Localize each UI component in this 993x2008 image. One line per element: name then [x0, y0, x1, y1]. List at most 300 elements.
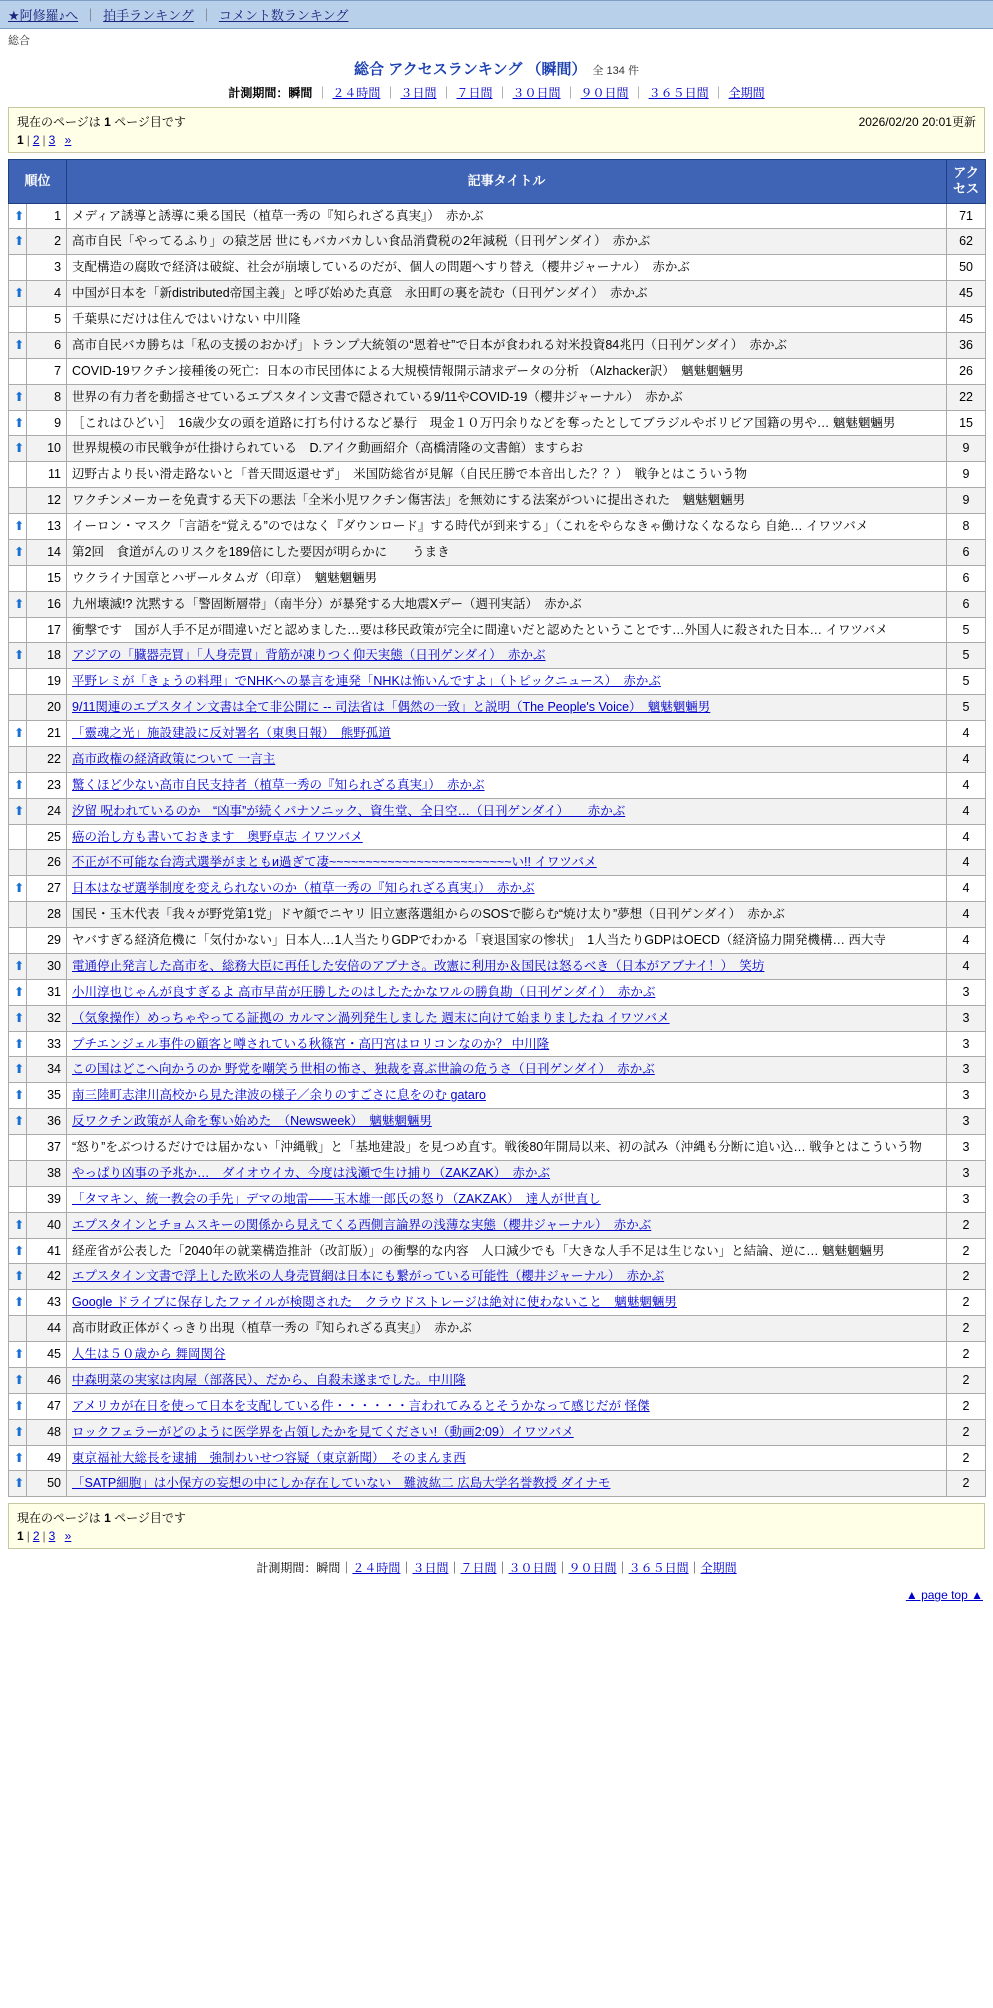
rank-number: 26 — [27, 850, 67, 876]
article-title-cell[interactable] — [67, 1057, 947, 1083]
table-row — [9, 1186, 986, 1212]
nav-separator-2: ｜ — [199, 8, 213, 23]
access-count: 5 — [947, 643, 986, 669]
access-count: 2 — [947, 1212, 986, 1238]
rank-up-icon: ⬆ — [9, 591, 27, 617]
pagination-page-3[interactable]: 3 — [48, 133, 56, 147]
page-top-container — [0, 1582, 993, 1614]
rank-flat-indicator — [9, 1160, 27, 1186]
pagination-sep-2: | — [42, 133, 46, 147]
access-count: 4 — [947, 746, 986, 772]
table-row — [9, 902, 986, 928]
article-title-cell[interactable] — [67, 1471, 947, 1497]
table-row — [9, 436, 986, 462]
rank-number: 23 — [27, 772, 67, 798]
rank-flat-indicator — [9, 565, 27, 591]
access-count: 4 — [947, 721, 986, 747]
rank-up-icon: ⬆ — [9, 436, 27, 462]
table-row — [9, 255, 986, 281]
access-count: 15 — [947, 410, 986, 436]
rank-number: 14 — [27, 539, 67, 565]
rank-up-icon: ⬆ — [9, 1419, 27, 1445]
footer-period-current: 瞬間 — [316, 1561, 341, 1576]
article-title-link[interactable]: 中森明菜の実家は肉屋（部落民）、だから、自殺未遂までした。中川隆 — [72, 1372, 466, 1387]
article-title-link[interactable]: 平野レミが「きょうの料理」でNHKへの暴言を連発「NHKは怖いんですよ」（トピックニュース） 赤かぶ — [72, 674, 661, 689]
access-count: 2 — [947, 1393, 986, 1419]
rank-up-icon: ⬆ — [9, 1264, 27, 1290]
rank-up-icon: ⬆ — [9, 643, 27, 669]
rank-flat-indicator — [9, 358, 27, 384]
article-title-cell[interactable] — [67, 772, 947, 798]
rank-flat-indicator — [9, 462, 27, 488]
footer-period-option-all[interactable]: 全期間 — [700, 1561, 737, 1576]
article-title-cell[interactable] — [67, 203, 947, 229]
rank-flat-indicator — [9, 307, 27, 333]
article-title-link[interactable]: プチエンジェル事件の顧客と噂されている秋篠宮・高円宮はロリコンなのか？ 中川隆 — [72, 1036, 550, 1051]
access-count: 2 — [947, 1445, 986, 1471]
article-title-cell[interactable] — [67, 436, 947, 462]
table-row — [9, 591, 986, 617]
article-title-link[interactable]: ロックフェラーがどのように医学界を占領したかを見てください!（動画2:09）イワツバメ — [72, 1424, 574, 1439]
period-option-3d[interactable]: ３日間 — [400, 86, 437, 100]
rank-number: 17 — [27, 617, 67, 643]
table-row — [9, 643, 986, 669]
access-count: 3 — [947, 1186, 986, 1212]
period-option-365d[interactable]: ３６５日間 — [648, 86, 709, 100]
pagination-top — [17, 133, 976, 147]
column-header-title: 記事タイトル — [67, 160, 947, 204]
rank-number: 18 — [27, 643, 67, 669]
rank-flat-indicator — [9, 928, 27, 954]
article-title-cell[interactable] — [67, 255, 947, 281]
article-title-cell[interactable] — [67, 1238, 947, 1264]
footer-period-option-7d[interactable]: ７日間 — [460, 1561, 497, 1576]
footer-page-notice-prefix: 現在のページは — [17, 1511, 101, 1526]
page-top-link[interactable]: ▲ page top ▲ — [905, 1588, 983, 1603]
table-row — [9, 565, 986, 591]
rank-number: 49 — [27, 1445, 67, 1471]
article-title-cell[interactable] — [67, 384, 947, 410]
rank-up-icon: ⬆ — [9, 1290, 27, 1316]
footer-pagination-page-2[interactable]: 2 — [32, 1529, 40, 1544]
rank-number: 16 — [27, 591, 67, 617]
rank-number: 27 — [27, 876, 67, 902]
access-count: 3 — [947, 1057, 986, 1083]
table-row — [9, 1367, 986, 1393]
article-title-cell[interactable] — [67, 798, 947, 824]
ranking-table — [8, 159, 986, 1497]
home-link[interactable]: ★阿修羅♪へ — [8, 8, 79, 23]
article-title-link[interactable]: やっぱり凶事の予兆か… ダイオウイカ、今度は浅瀬で生け捕り（ZAKZAK） 赤かぶ — [72, 1165, 551, 1180]
rank-up-icon: ⬆ — [9, 1445, 27, 1471]
access-count: 6 — [947, 591, 986, 617]
rank-up-icon: ⬆ — [9, 798, 27, 824]
table-row — [9, 721, 986, 747]
period-sep-4: ｜ — [496, 86, 509, 100]
footer-period-option-90d[interactable]: ９０日間 — [568, 1561, 617, 1576]
period-option-7d[interactable]: ７日間 — [456, 86, 493, 100]
footer-period-sep-1: ｜ — [340, 1561, 353, 1576]
rank-number: 50 — [27, 1471, 67, 1497]
table-row — [9, 1316, 986, 1342]
article-title-link[interactable]: 南三陸町志津川高校から見た津波の様子／余りのすごさに息をのむ gataro — [72, 1088, 486, 1103]
rank-up-icon: ⬆ — [9, 953, 27, 979]
access-count: 4 — [947, 928, 986, 954]
article-title-text: ワクチンメーカーを免責する天下の悪法「全米小児ワクチン傷害法」を無効にする法案がついに提出された 魑魅魍魎男 — [72, 493, 746, 508]
article-title-cell[interactable] — [67, 591, 947, 617]
rank-up-icon: ⬆ — [9, 1393, 27, 1419]
table-row — [9, 539, 986, 565]
article-title-text: COVID-19ワクチン接種後の死亡：日本の市民団体による大規模情報開示請求データの分析 （Alzhacker訳） 魑魅魍魎男 — [72, 363, 744, 378]
rank-up-icon: ⬆ — [9, 229, 27, 255]
rank-number: 41 — [27, 1238, 67, 1264]
article-title-cell[interactable] — [67, 1135, 947, 1161]
article-title-cell[interactable] — [67, 488, 947, 514]
access-count: 3 — [947, 979, 986, 1005]
article-title-link[interactable]: 小川淳也じゃんが良すぎるよ 高市早苗が圧勝したのはしたたかなワルの勝負勘（日刊ゲンダイ） 赤かぶ — [72, 984, 656, 999]
article-title-cell[interactable] — [67, 1264, 947, 1290]
rank-number: 25 — [27, 824, 67, 850]
rank-up-icon: ⬆ — [9, 1342, 27, 1368]
table-row — [9, 384, 986, 410]
rank-flat-indicator — [9, 669, 27, 695]
rank-flat-indicator — [9, 1186, 27, 1212]
rank-flat-indicator — [9, 1316, 27, 1342]
access-count: 4 — [947, 824, 986, 850]
footer-page-notice-suffix: ページ目です — [114, 1511, 186, 1526]
access-count: 9 — [947, 488, 986, 514]
access-count: 5 — [947, 617, 986, 643]
article-title-cell[interactable] — [67, 358, 947, 384]
article-title-text: 支配構造の腐敗で経済は破綻、社会が崩壊しているのだが、個人の問題へすり替え（櫻井ジャーナル） 赤かぶ — [72, 260, 690, 275]
rank-number: 36 — [27, 1109, 67, 1135]
article-title-cell[interactable] — [67, 902, 947, 928]
article-title-text: 世界の有力者を動揺させているエプスタイン文書で隠されている9/11やCOVID-19（櫻井ジャーナル） 赤かぶ — [72, 389, 683, 404]
rank-number: 45 — [27, 1342, 67, 1368]
article-title-cell[interactable] — [67, 876, 947, 902]
rank-up-icon: ⬆ — [9, 1367, 27, 1393]
footer-pagination-page-3[interactable]: 3 — [48, 1529, 56, 1544]
rank-up-icon: ⬆ — [9, 1057, 27, 1083]
article-title-link[interactable]: エプスタインとチョムスキーの関係から見えてくる西側言論界の浅薄な実態（櫻井ジャーナル） 赤かぶ — [72, 1217, 652, 1232]
rank-flat-indicator — [9, 824, 27, 850]
rank-up-icon: ⬆ — [9, 384, 27, 410]
rank-up-icon: ⬆ — [9, 410, 27, 436]
article-title-cell[interactable] — [67, 1290, 947, 1316]
access-count: 3 — [947, 1031, 986, 1057]
article-title-link[interactable]: 「靈魂之光」施設建設に反対署名（東奥日報） 熊野孤道 — [72, 726, 391, 740]
table-row — [9, 669, 986, 695]
rank-number: 39 — [27, 1186, 67, 1212]
article-title-cell[interactable] — [67, 332, 947, 358]
period-option-90d[interactable]: ９０日間 — [580, 86, 629, 100]
footer-pagination-page-1[interactable]: 1 — [17, 1529, 24, 1544]
rank-flat-indicator — [9, 488, 27, 514]
rank-number: 15 — [27, 565, 67, 591]
article-title-cell[interactable] — [67, 1160, 947, 1186]
rank-number: 12 — [27, 488, 67, 514]
article-title-text: 辺野古より長い滑走路ないと「普天間返還せず」 米国防総省が見解（自民圧勝で本音出した？？） 戦争とはこういう物 — [72, 467, 748, 482]
rank-number: 1 — [27, 203, 67, 229]
access-count: 2 — [947, 1419, 986, 1445]
article-title-cell[interactable] — [67, 1419, 947, 1445]
page-status-panel-bottom — [8, 1503, 985, 1549]
access-count: 5 — [947, 695, 986, 721]
footer-pagination-next[interactable]: » — [64, 1529, 72, 1544]
article-title-text: ヤバすぎる経済危機に「気付かない」日本人…1人当たりGDPでわかる「衰退国家の惨状」 1人当たりGDPはOECD（経済協力開発機構… 西大寺 — [72, 933, 886, 947]
article-title-cell[interactable] — [67, 514, 947, 540]
rank-number: 11 — [27, 462, 67, 488]
rank-number: 29 — [27, 928, 67, 954]
period-label: 計測期間： — [228, 86, 289, 100]
access-count: 3 — [947, 1083, 986, 1109]
access-count: 8 — [947, 514, 986, 540]
rank-up-icon: ⬆ — [9, 979, 27, 1005]
period-option-30d[interactable]: ３０日間 — [512, 86, 561, 100]
article-title-link[interactable]: 日本はなぜ選挙制度を変えられないのか（植草一秀の『知られざる真実』） 赤かぶ — [72, 881, 535, 896]
article-title-cell[interactable] — [67, 1005, 947, 1031]
rank-flat-indicator — [9, 695, 27, 721]
table-row — [9, 203, 986, 229]
rank-flat-indicator — [9, 902, 27, 928]
footer-period-option-24h[interactable]: ２４時間 — [352, 1561, 401, 1576]
article-title-cell[interactable] — [67, 565, 947, 591]
article-title-link[interactable]: この国はどこへ向かうのか 野党を嘲笑う世相の怖さ、独裁を喜ぶ世論の危うさ（日刊ゲンダイ） 赤かぶ — [72, 1062, 655, 1077]
rank-number: 19 — [27, 669, 67, 695]
rank-up-icon: ⬆ — [9, 1471, 27, 1497]
article-title-cell[interactable] — [67, 928, 947, 954]
comment-ranking-link[interactable]: コメント数ランキング — [218, 8, 349, 23]
rank-number: 13 — [27, 514, 67, 540]
period-option-24h[interactable]: ２４時間 — [332, 86, 381, 100]
period-sep-1: ｜ — [316, 86, 329, 100]
article-title-cell[interactable] — [67, 721, 947, 747]
item-count: 全 134 件 — [592, 65, 639, 77]
article-title-text: 高市財政正体がくっきり出現（植草一秀の『知られざる真実』） 赤かぶ — [72, 1321, 472, 1336]
table-row — [9, 358, 986, 384]
access-count: 36 — [947, 332, 986, 358]
rank-flat-indicator — [9, 850, 27, 876]
rank-up-icon: ⬆ — [9, 332, 27, 358]
footer-period-option-365d[interactable]: ３６５日間 — [628, 1561, 689, 1576]
article-title-cell[interactable] — [67, 229, 947, 255]
period-sep-2: ｜ — [384, 86, 397, 100]
article-title-link[interactable]: 人生は５０歳から 舞岡関谷 — [72, 1347, 226, 1361]
rank-number: 10 — [27, 436, 67, 462]
rank-number: 47 — [27, 1393, 67, 1419]
table-row — [9, 1083, 986, 1109]
table-row — [9, 850, 986, 876]
pagination-bottom — [17, 1529, 976, 1543]
article-title-cell[interactable] — [67, 410, 947, 436]
footer-period-option-30d[interactable]: ３０日間 — [508, 1561, 557, 1576]
article-title-link[interactable]: Google ドライブに保存したファイルが検閲された クラウドストレージは絶対に使わないこと 魑魅魍魎男 — [72, 1295, 677, 1310]
rank-number: 31 — [27, 979, 67, 1005]
article-title-cell[interactable] — [67, 953, 947, 979]
rank-flat-indicator — [9, 746, 27, 772]
article-title-cell[interactable] — [67, 1109, 947, 1135]
footer-period-sep-7: ｜ — [688, 1561, 701, 1576]
period-current: 瞬間 — [288, 86, 313, 100]
footer-pagination-sep-3 — [58, 1529, 61, 1543]
article-title-cell[interactable] — [67, 643, 947, 669]
footer-current-page-number: 1 — [104, 1511, 111, 1526]
article-title-link[interactable]: 汐留 呪われているのか “凶事”が続くパナソニック、資生堂、全日空…（日刊ゲンダイ） 赤かぶ — [72, 803, 626, 818]
pagination-page-2[interactable]: 2 — [32, 133, 40, 147]
article-title-link[interactable]: （気象操作）めっちゃやってる証拠の カルマン渦列発生しました 週末に向けて始まりましたね イワツバメ — [72, 1010, 670, 1025]
article-title-cell[interactable] — [67, 1212, 947, 1238]
article-title-cell[interactable] — [67, 850, 947, 876]
article-title-cell[interactable] — [67, 617, 947, 643]
rank-number: 34 — [27, 1057, 67, 1083]
article-title-cell[interactable] — [67, 1393, 947, 1419]
rank-up-icon: ⬆ — [9, 772, 27, 798]
article-title-cell[interactable] — [67, 1083, 947, 1109]
article-title-link[interactable]: 不正が不可能な台湾式選挙がまともи過ぎて凄~~~~~~~~~~~~~~~~~~~~~~~~~い!! イワツバメ — [72, 855, 597, 870]
access-count: 3 — [947, 1005, 986, 1031]
article-title-link[interactable]: アジアの「臓器売買」「人身売買」背筋が凍りつく仰天実態（日刊ゲンダイ） 赤かぶ — [72, 648, 546, 663]
article-title-cell[interactable] — [67, 281, 947, 307]
table-row — [9, 332, 986, 358]
access-count: 4 — [947, 772, 986, 798]
article-title-text: 経産省が公表した「2040年の就業構造推計（改訂版）」の衝撃的な内容 人口減少でも「大きな人手不足は生じない」と結論、逆に… 魑魅魍魎男 — [72, 1243, 885, 1258]
access-count: 71 — [947, 203, 986, 229]
article-title-text: “怒り”をぶつけるだけでは届かない「沖縄戦」と「基地建設」を見つめ直す。戦後80年開局以来、初の試み（沖縄も分断に追い込… 戦争とはこういう物 — [72, 1140, 922, 1154]
article-title-link[interactable]: エプスタイン文書で浮上した欧米の人身売買網は日本にも繋がっている可能性（櫻井ジャーナル） 赤かぶ — [72, 1269, 665, 1284]
article-title-cell[interactable] — [67, 462, 947, 488]
article-title-text: メディア誘導と誘導に乗る国民（植草一秀の『知られざる真実』） 赤かぶ — [72, 208, 484, 223]
table-row — [9, 1057, 986, 1083]
rank-number: 6 — [27, 332, 67, 358]
rank-number: 5 — [27, 307, 67, 333]
rank-number: 38 — [27, 1160, 67, 1186]
article-title-cell[interactable] — [67, 1316, 947, 1342]
article-title-link[interactable]: 「SATP細胞」は小保方の妄想の中にしか存在していない 難波紘二 広島大学名誉教授 ダイナモ — [72, 1476, 611, 1491]
rank-up-icon: ⬆ — [9, 281, 27, 307]
page-notice-suffix: ページ目です — [114, 115, 186, 129]
access-count: 6 — [947, 565, 986, 591]
rank-number: 33 — [27, 1031, 67, 1057]
pagination-page-1[interactable]: 1 — [17, 133, 24, 147]
article-title-cell[interactable] — [67, 539, 947, 565]
pagination-sep-1: | — [26, 133, 30, 147]
rank-number: 32 — [27, 1005, 67, 1031]
rank-up-icon: ⬆ — [9, 1109, 27, 1135]
article-title-cell[interactable] — [67, 695, 947, 721]
article-title-link[interactable]: 9/11関連のエプスタイン文書は全て非公開に -- 司法省は「偶然の一致」と説明（The People's Voice） 魑魅魍魎男 — [72, 700, 711, 715]
article-title-text: 中国が日本を「新distributed帝国主義」と呼び始めた真意 永田町の裏を読む（日刊ゲンダイ） 赤かぶ — [72, 286, 648, 301]
table-row — [9, 979, 986, 1005]
rank-number: 48 — [27, 1419, 67, 1445]
article-title-link[interactable]: 東京福祉大総長を逮捕 強制わいせつ容疑（東京新聞） そのまんま西 — [72, 1450, 466, 1465]
article-title-link[interactable]: 驚くほど少ない高市自民支持者（植草一秀の『知られざる真実』） 赤かぶ — [72, 777, 485, 792]
column-header-access: アクセス — [947, 160, 986, 204]
article-title-cell[interactable] — [67, 746, 947, 772]
article-title-link[interactable]: 高市政権の経済政策について 一言主 — [72, 751, 276, 766]
article-title-text: ウクライナ国章とハザールタムガ（印章） 魑魅魍魎男 — [72, 570, 378, 585]
table-row — [9, 410, 986, 436]
access-count: 45 — [947, 307, 986, 333]
rank-number: 22 — [27, 746, 67, 772]
article-title-cell[interactable] — [67, 824, 947, 850]
footer-period-sep-5: ｜ — [556, 1561, 569, 1576]
access-count: 4 — [947, 953, 986, 979]
period-sep-5: ｜ — [564, 86, 577, 100]
access-count: 3 — [947, 1135, 986, 1161]
access-count: 4 — [947, 902, 986, 928]
access-count: 2 — [947, 1316, 986, 1342]
table-row — [9, 1342, 986, 1368]
table-row — [9, 307, 986, 333]
article-title-cell[interactable] — [67, 1186, 947, 1212]
article-title-link[interactable]: 電通停止発言した高市を、総務大臣に再任した安倍のアブナさ。改憲に利用か＆国民は怒るべき（日本がアブナイ！） 笑坊 — [72, 958, 765, 973]
rank-number: 28 — [27, 902, 67, 928]
article-title-cell[interactable] — [67, 307, 947, 333]
article-title-text: 世界規模の市民戦争が仕掛けられている D.アイク動画紹介（高橋清隆の文書館）ますらお — [72, 441, 584, 456]
table-row — [9, 798, 986, 824]
table-row — [9, 1471, 986, 1497]
footer-pagination-sep-2: | — [42, 1529, 46, 1544]
access-count: 5 — [947, 669, 986, 695]
table-row — [9, 514, 986, 540]
rank-up-icon: ⬆ — [9, 539, 27, 565]
pagination-next[interactable]: » — [64, 133, 72, 147]
rank-number: 46 — [27, 1367, 67, 1393]
article-title-cell[interactable] — [67, 1342, 947, 1368]
table-row — [9, 462, 986, 488]
article-title-text: 衝撃です 国が人手不足が間違いだと認めました…要は移民政策が完全に間違いだと認めたということです…外国人に殺された日本… イワツバメ — [72, 622, 888, 637]
period-option-all[interactable]: 全期間 — [728, 86, 765, 100]
access-count: 45 — [947, 281, 986, 307]
access-count: 4 — [947, 798, 986, 824]
period-selector-bottom — [0, 1549, 993, 1582]
article-title-text: 千葉県にだけは住んではいけない 中川隆 — [72, 312, 301, 326]
rank-number: 4 — [27, 281, 67, 307]
access-count: 2 — [947, 1264, 986, 1290]
clap-ranking-link[interactable]: 拍手ランキング — [103, 8, 194, 23]
table-row — [9, 1005, 986, 1031]
access-count: 26 — [947, 358, 986, 384]
article-title-link[interactable]: 癌の治し方も書いておきます 奥野卓志 イワツバメ — [72, 829, 363, 844]
rank-number: 30 — [27, 953, 67, 979]
table-row — [9, 1238, 986, 1264]
rank-up-icon: ⬆ — [9, 721, 27, 747]
rank-number: 43 — [27, 1290, 67, 1316]
article-title-cell[interactable] — [67, 1367, 947, 1393]
footer-period-label: 計測期間： — [256, 1561, 317, 1576]
article-title-link[interactable]: 「タマキン、統一教会の手先」デマの地雷――玉木雄一郎氏の怒り（ZAKZAK） 達人が世直し — [72, 1191, 601, 1206]
article-title-cell[interactable] — [67, 979, 947, 1005]
article-title-cell[interactable] — [67, 669, 947, 695]
access-count: 2 — [947, 1367, 986, 1393]
nav-separator-1: ｜ — [84, 8, 98, 23]
access-count: 6 — [947, 539, 986, 565]
access-count: 2 — [947, 1342, 986, 1368]
page-notice-prefix: 現在のページは — [17, 115, 101, 129]
article-title-text: 高市自民バカ勝ちは「私の支援のおかげ」トランプ大統領の“恩着せ”で日本が食われる対米投資84兆円（日刊ゲンダイ） 赤かぶ — [72, 337, 787, 352]
footer-period-option-3d[interactable]: ３日間 — [412, 1561, 449, 1576]
access-count: 2 — [947, 1471, 986, 1497]
article-title-cell[interactable] — [67, 1445, 947, 1471]
rank-up-icon: ⬆ — [9, 1031, 27, 1057]
rank-flat-indicator — [9, 1135, 27, 1161]
footer-period-sep-6: ｜ — [616, 1561, 629, 1576]
rank-flat-indicator — [9, 617, 27, 643]
article-title-cell[interactable] — [67, 1031, 947, 1057]
article-title-link[interactable]: アメリカが在日を使って日本を支配している件・・・・・・言われてみるとそうかなって感じだが 怪傑 — [72, 1398, 650, 1413]
table-row — [9, 695, 986, 721]
article-title-link[interactable]: 反ワクチン政策が人命を奪い始めた （Newsweek） 魑魅魍魎男 — [72, 1114, 432, 1129]
